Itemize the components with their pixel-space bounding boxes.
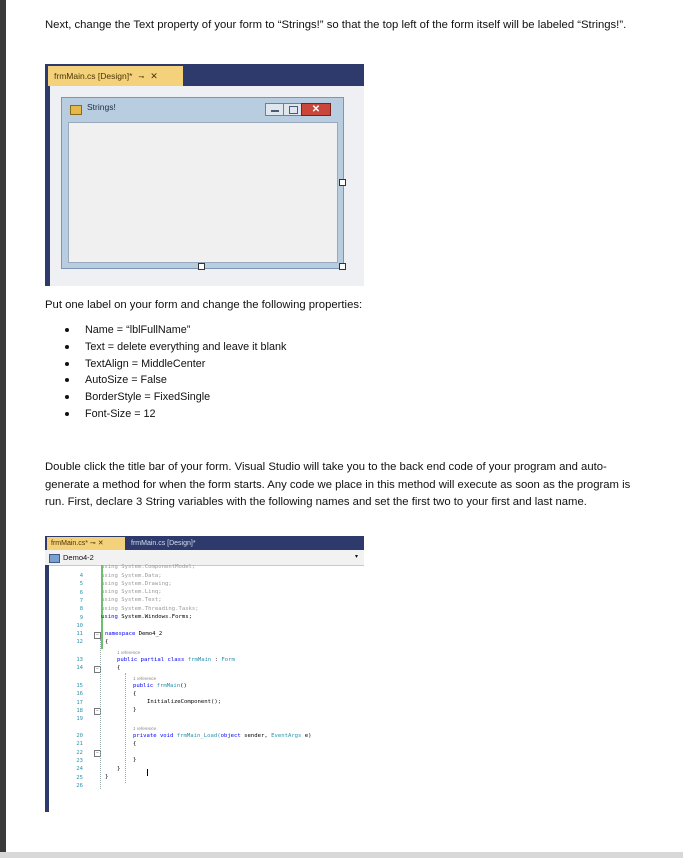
designer-tab-label: frmMain.cs [Design]* — [54, 71, 133, 81]
code-line: { — [133, 740, 137, 747]
close-tab-icon[interactable]: ✕ — [150, 71, 158, 81]
tab-code-file[interactable] — [47, 537, 125, 550]
resize-handle-right[interactable] — [339, 179, 346, 186]
code-line: using System.Text; — [101, 597, 162, 604]
line-number: 24 — [76, 766, 83, 773]
editor-tab-bar — [45, 536, 364, 550]
code-line: using System.Threading.Tasks; — [101, 605, 199, 612]
collapse-toggle[interactable]: − — [94, 666, 101, 673]
line-number: 25 — [76, 774, 83, 781]
collapse-toggle[interactable]: − — [94, 632, 101, 639]
line-number: 6 — [79, 589, 83, 596]
properties-list — [63, 322, 286, 423]
form-client-area[interactable] — [68, 122, 338, 263]
form-title-text: Strings! — [87, 102, 116, 112]
navigation-bar-label: Demo4-2 — [63, 553, 94, 562]
line-number: 13 — [76, 657, 83, 663]
code-line: } — [133, 757, 137, 764]
close-button[interactable]: ✕ — [301, 103, 331, 116]
resize-handle-corner[interactable] — [339, 263, 346, 270]
code-editor-screenshot — [45, 536, 364, 812]
line-number: 14 — [76, 665, 83, 672]
line-number: 12 — [76, 639, 83, 646]
line-number: 11 — [76, 631, 83, 638]
pin-icon[interactable]: ⊸ — [138, 74, 145, 81]
line-number: 18 — [76, 707, 83, 714]
list-item: AutoSize = False — [63, 372, 286, 389]
list-item: Name = “lblFullName” — [63, 322, 286, 339]
list-item: Text = delete everything and leave it blank — [63, 339, 286, 356]
form-title-bar[interactable] — [62, 98, 343, 120]
code-line: } — [117, 765, 121, 772]
line-number: 23 — [76, 757, 83, 764]
form-window[interactable] — [61, 97, 344, 269]
line-number: 21 — [76, 741, 83, 748]
line-number: 16 — [76, 691, 83, 698]
line-number: 15 — [76, 683, 83, 689]
tab-code-file-label: frmMain.cs* — [51, 540, 88, 547]
form-app-icon — [70, 105, 82, 115]
line-number: 26 — [76, 782, 83, 789]
page-left-border — [0, 0, 6, 858]
instruction-paragraph-1: Next, change the Text property of your form to “Strings!” so that the top left of the form itself will be labeled “Strings!”. — [45, 19, 627, 31]
designer-screenshot — [45, 64, 364, 286]
code-line: { — [105, 638, 109, 645]
line-number: 4 — [79, 573, 83, 579]
collapse-toggle[interactable]: − — [94, 750, 101, 757]
line-number: 8 — [79, 606, 83, 613]
code-line: private void frmMain_Load(object sender, EventArgs e) — [133, 732, 312, 739]
chevron-down-icon[interactable]: ▾ — [354, 554, 358, 560]
close-tab-icon[interactable]: ✕ — [97, 540, 104, 547]
code-line: } — [133, 707, 137, 714]
code-line: using System.Linq; — [101, 589, 162, 596]
list-item: Font-Size = 12 — [63, 406, 286, 423]
line-number: 10 — [76, 622, 83, 629]
outline-guide — [100, 639, 101, 789]
line-number: 20 — [76, 733, 83, 739]
line-number: 9 — [79, 614, 83, 621]
reference-count[interactable]: 1 reference — [133, 726, 157, 731]
code-line: using System.ComponentModel; — [101, 564, 196, 570]
page-bottom-border — [0, 852, 683, 858]
pin-icon[interactable]: ⊸ — [89, 540, 96, 547]
instruction-paragraph-3: Double click the title bar of your form. Visual Studio will take you to the back end code of your program and auto-generate a method for when the form starts. Any code we place in this method will execute as soon as the program is run. First, declare 3 String variables with the following names and set the first two to your first and last name. — [45, 461, 631, 508]
line-number: 19 — [76, 716, 83, 723]
reference-count[interactable]: 1 reference — [117, 650, 141, 655]
code-line: public frmMain() — [133, 682, 187, 689]
code-line: namespace Demo4_2 — [105, 630, 163, 637]
minimize-button[interactable] — [265, 103, 284, 116]
code-line: using System.Drawing; — [101, 580, 172, 587]
list-item: BorderStyle = FixedSingle — [63, 389, 286, 406]
code-line: { — [117, 664, 121, 671]
code-line: using System.Data; — [101, 572, 162, 579]
indent-guide — [125, 673, 126, 783]
designer-left-stripe — [45, 86, 50, 286]
line-number: 22 — [76, 749, 83, 756]
code-area[interactable] — [45, 565, 364, 812]
line-number: 5 — [79, 581, 83, 588]
text-cursor — [147, 769, 148, 776]
collapse-toggle[interactable]: − — [94, 708, 101, 715]
instruction-paragraph-2: Put one label on your form and change the following properties: — [45, 299, 363, 311]
reference-count[interactable]: 1 reference — [133, 676, 157, 681]
tab-design-file[interactable]: frmMain.cs [Design]* — [131, 540, 196, 547]
designer-tab-bar — [45, 64, 364, 86]
code-line: { — [133, 690, 137, 697]
list-item: TextAlign = MiddleCenter — [63, 356, 286, 373]
code-line: using System.Windows.Forms; — [101, 614, 192, 620]
navigation-bar[interactable] — [45, 550, 364, 566]
designer-tab[interactable] — [48, 66, 183, 86]
line-number: 7 — [79, 597, 83, 604]
code-line: InitializeComponent(); — [147, 699, 222, 706]
line-number: 17 — [76, 699, 83, 706]
maximize-button[interactable] — [283, 103, 302, 116]
code-line: public partial class frmMain : Form — [117, 656, 235, 663]
code-line: } — [105, 774, 109, 780]
project-icon — [49, 554, 60, 563]
resize-handle-bottom[interactable] — [198, 263, 205, 270]
